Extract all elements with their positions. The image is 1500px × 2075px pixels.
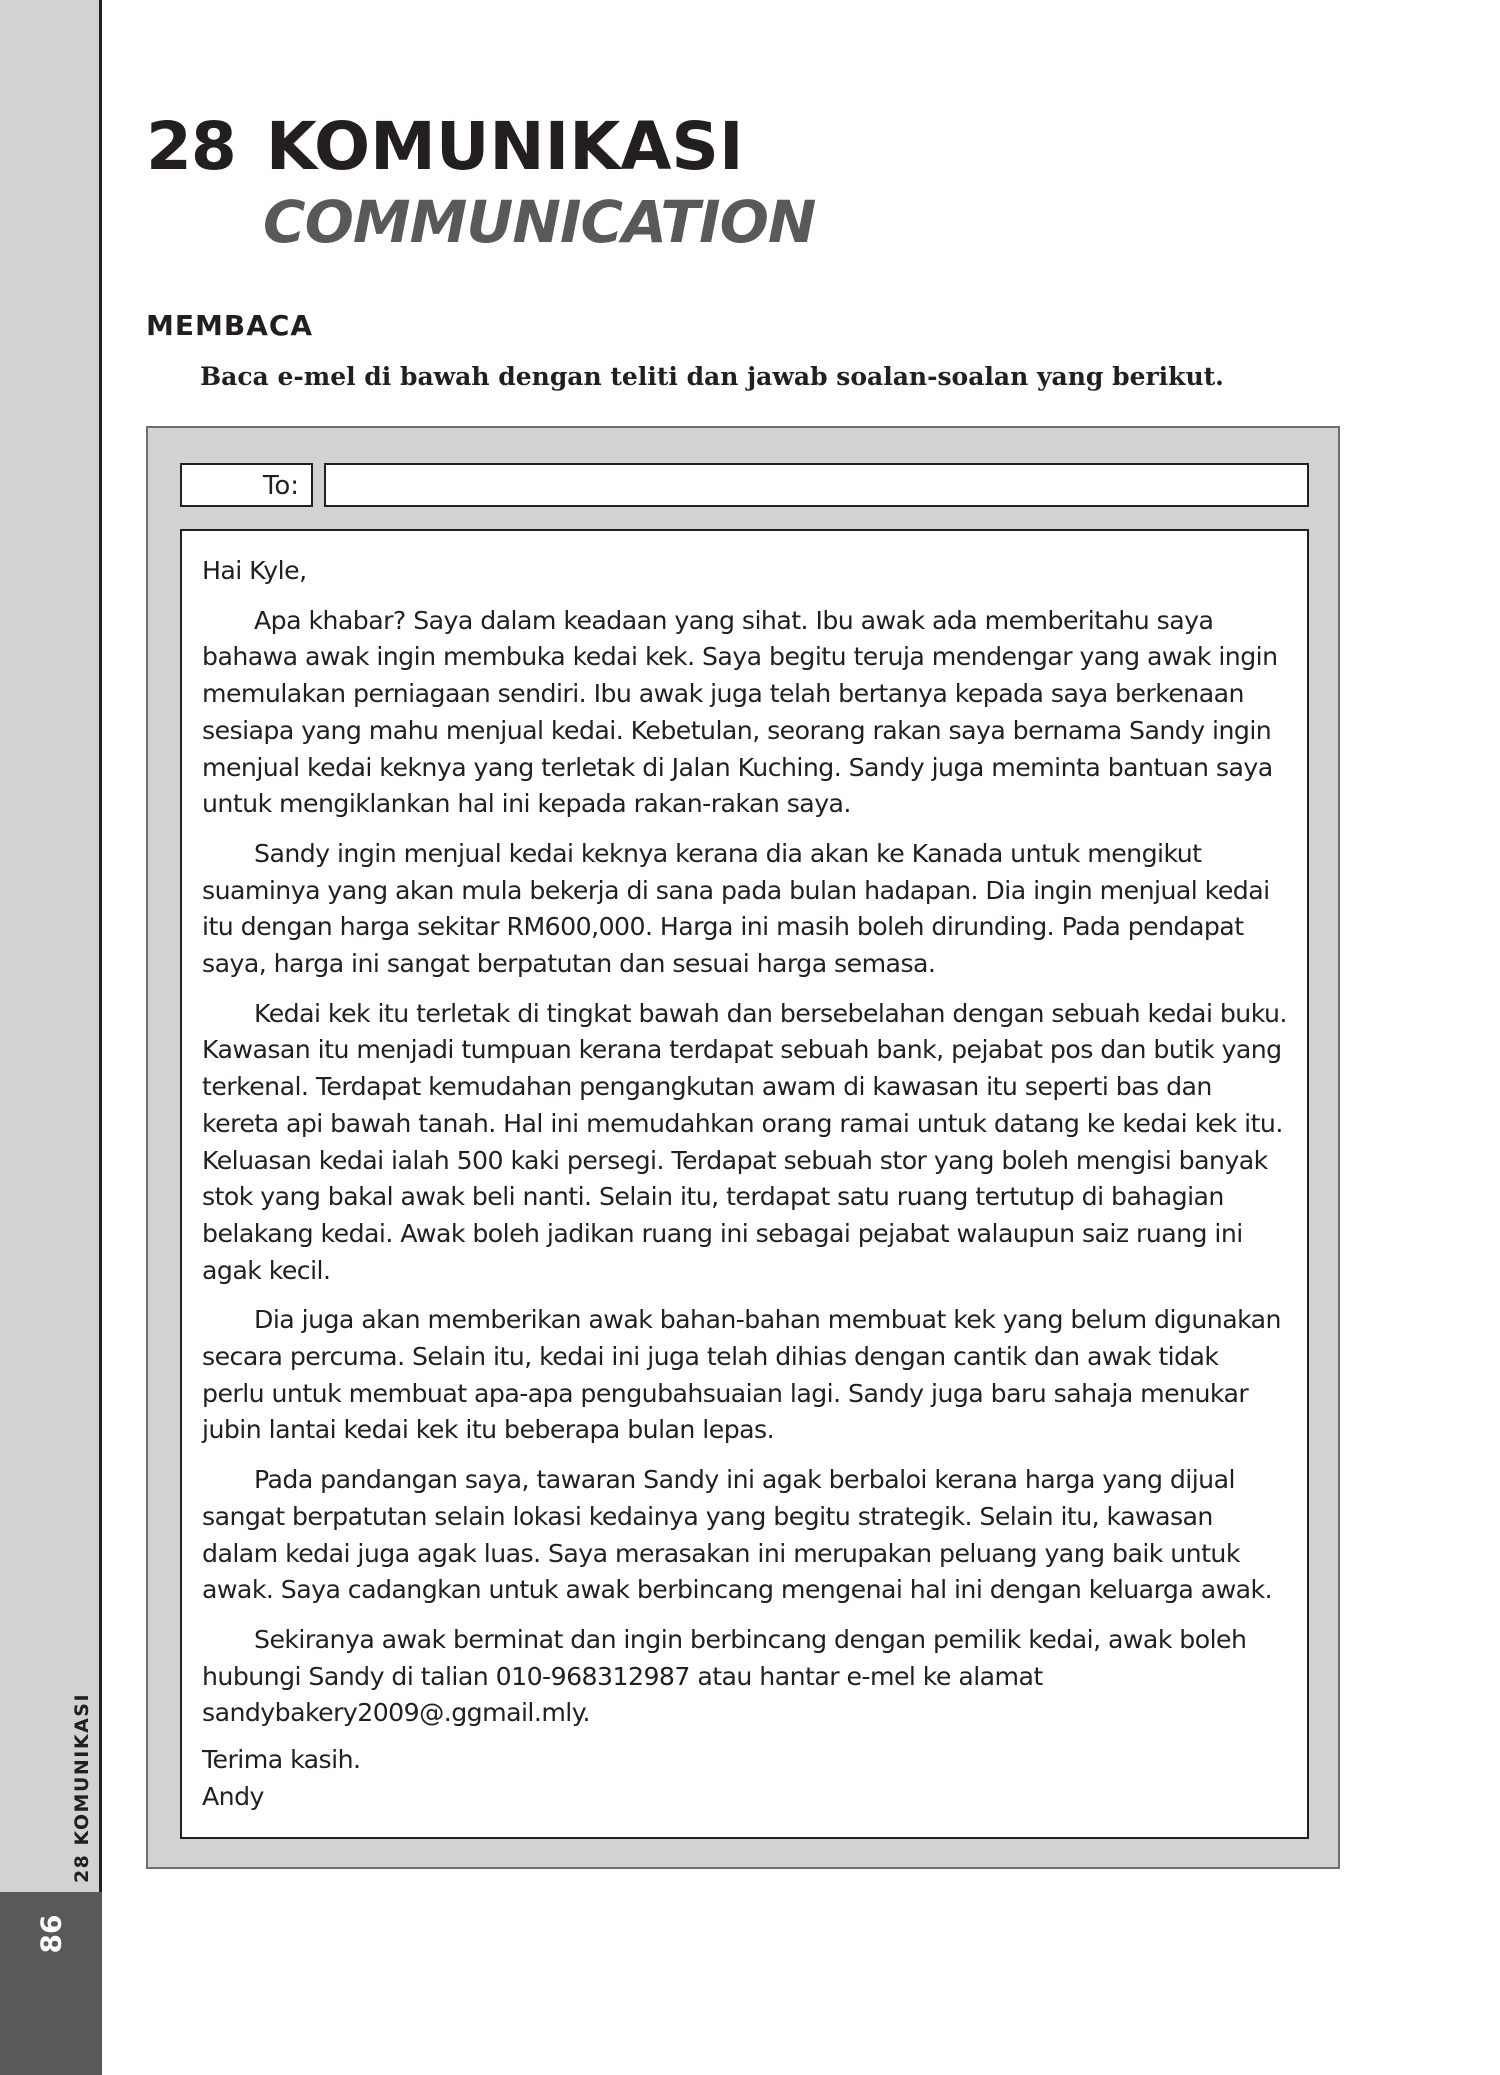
- email-paragraph-6: Sekiranya awak berminat dan ingin berbincang dengan pemilik kedai, awak boleh hubungi Sandy di talian 010-968312987 atau hantar e-mel ke alamat sandybakery2009@.ggmail.mly.: [202, 1624, 1247, 1728]
- instruction-text: Baca e-mel di bawah dengan teliti dan jawab soalan-soalan yang berikut.: [200, 362, 1224, 391]
- email-paragraph-2: Sandy ingin menjual kedai keknya kerana dia akan ke Kanada untuk mengikut suaminya yang akan mula bekerja di sana pada bulan hadapan. Dia ingin menjual kedai itu dengan harga sekitar RM600,000. Harga ini masih boleh dirunding. Pada pendapat saya, harga ini sangat berpatutan dan sesuai harga semasa.: [202, 838, 1270, 979]
- chapter-number: 28: [146, 108, 236, 185]
- email-paragraph-1: Apa khabar? Saya dalam keadaan yang sihat. Ibu awak ada memberitahu saya bahawa awak ingin membuka kedai kek. Saya begitu teruja mendengar yang awak ingin memulakan perniagaan sendiri. Ibu awak juga telah bertanya kepada saya berkenaan sesiapa yang mahu menjual kedai. Kebetulan, seorang rakan saya bernama Sandy ingin menjual kedai keknya yang terletak di Jalan Kuching. Sandy juga meminta bantuan saya untuk mengiklankan hal ini kepada rakan-rakan saya.: [202, 605, 1278, 819]
- chapter-title-row: [146, 108, 744, 185]
- email-paragraph-3: Kedai kek itu terletak di tingkat bawah dan bersebelahan dengan sebuah kedai buku. Kawasan itu menjadi tumpuan kerana terdapat sebuah bank, pejabat pos dan butik yang terkenal. Terdapat kemudahan pengangkutan awam di kawasan itu seperti bas dan kereta api bawah tanah. Hal ini memudahkan orang ramai untuk datang ke kedai kek itu. Keluasan kedai ialah 500 kaki persegi. Terdapat sebuah stor yang boleh mengisi banyak stok yang bakal awak beli nanti. Selain itu, terdapat satu ruang tertutup di bahagian belakang kedai. Awak boleh jadikan ruang ini sebagai pejabat walaupun saiz ruang ini agak kecil.: [202, 998, 1287, 1285]
- email-greeting: Hai Kyle,: [202, 556, 307, 585]
- page-number: 86: [34, 1914, 68, 1954]
- to-label: To:: [262, 471, 299, 501]
- email-paragraph-4: Dia juga akan memberikan awak bahan-bahan membuat kek yang belum digunakan secara percuma. Selain itu, kedai ini juga telah dihias dengan cantik dan awak tidak perlu untuk membuat apa-apa pengubahsuaian lagi. Sandy juga baru sahaja menukar jubin lantai kedai kek itu beberapa bulan lepas.: [202, 1305, 1281, 1445]
- email-paragraph-5: Pada pandangan saya, tawaran Sandy ini agak berbaloi kerana harga yang dijual sangat berpatutan selain lokasi kedainya yang begitu strategik. Selain itu, kawasan dalam kedai juga agak luas. Saya merasakan ini merupakan peluang yang baik untuk awak. Saya cadangkan untuk awak berbincang mengenai hal ini dengan keluarga awak.: [202, 1465, 1273, 1605]
- to-field: [324, 463, 1309, 507]
- running-head: 28 KOMUNIKASI: [71, 1692, 93, 1884]
- chapter-title: KOMUNIKASI: [265, 108, 744, 185]
- email-body: [180, 529, 1309, 1839]
- email-closing: Terima kasih.: [202, 1745, 361, 1775]
- to-label-box: [180, 463, 313, 507]
- chapter-subtitle: COMMUNICATION: [263, 188, 816, 256]
- section-heading: MEMBACA: [146, 309, 314, 342]
- email-signature: Andy: [202, 1781, 264, 1811]
